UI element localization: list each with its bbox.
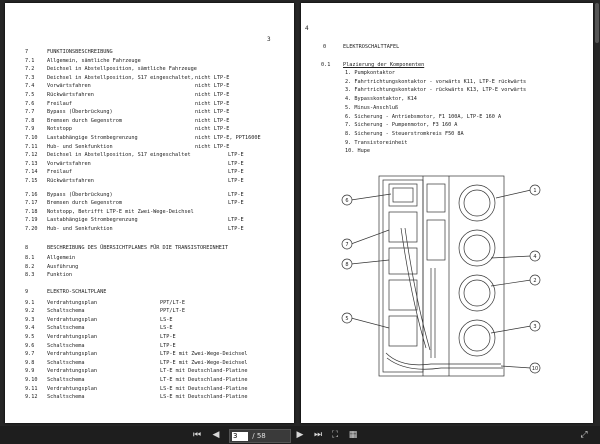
- toc-title: Funktion: [47, 272, 72, 279]
- toc-applicability: LS-E mit Deutschland-Platine: [160, 394, 248, 401]
- toc-title: Hub- und Senkfunktion: [47, 226, 113, 232]
- toc-title: Rückwärtsfahren: [47, 92, 94, 98]
- last-page-button[interactable]: [312, 429, 324, 441]
- toc-title: Ausführung: [47, 263, 79, 270]
- section-number: 0: [323, 44, 327, 50]
- toc-title: Bypass (Überbrückung): [47, 109, 113, 116]
- toc-title: Bremsen durch Gegenstrom: [47, 117, 122, 124]
- toc-applicability: nicht LTP-E: [195, 143, 230, 150]
- callout-label: 8: [345, 262, 349, 268]
- callout-label: 10: [531, 366, 539, 372]
- thumbnails-button[interactable]: [347, 429, 359, 441]
- toc-number: 9.9: [25, 368, 35, 375]
- page-number: 3: [267, 36, 271, 43]
- toc-applicability: nicht LTP-E: [195, 117, 230, 124]
- toc-number: 9.11: [25, 385, 38, 392]
- toc-applicability: LS-E: [160, 325, 173, 332]
- page-number: 4: [305, 25, 309, 32]
- toc-title: Schaltschema: [47, 308, 85, 315]
- toc-applicability: LT-E mit Deutschland-Platine: [160, 368, 248, 375]
- toc-number: 9.5: [25, 334, 35, 340]
- toc-applicability: LTP-E mit Zwei-Wege-Deichsel: [160, 359, 248, 366]
- toc-title: BESCHREIBUNG DES ÜBERSICHTPLANES FÜR DIE TRANSISTOREINHEIT: [47, 244, 229, 251]
- toc-number: 7.8: [25, 117, 35, 124]
- panel-diagram: [331, 168, 551, 393]
- toc-applicability: LS-E: [160, 316, 173, 323]
- toc-number: 9.4: [25, 325, 35, 332]
- toc-title: Verdrahtungsplan: [47, 316, 97, 323]
- page-4: [301, 3, 593, 423]
- page-indicator: [229, 429, 291, 443]
- fullscreen-icon: ⛶: [331, 430, 339, 440]
- next-page-icon: ▶: [296, 430, 304, 440]
- toc-title: Schaltschema: [47, 377, 85, 383]
- toc-title: Deichsel in Abstellposition, S17 eingeschaltet,: [47, 74, 194, 81]
- callout-label: 4: [533, 254, 537, 260]
- toc-applicability: PPT/LT-E: [160, 299, 185, 306]
- toc-title: Schaltschema: [47, 325, 85, 332]
- toc-title: Schaltschema: [47, 359, 85, 366]
- toc-number: 7.9: [25, 126, 35, 133]
- toc-applicability: LTP-E: [160, 342, 176, 349]
- component-item: 2. Fahrtrichtungskontaktor - vorwärts K11, LTP-E rückwärts: [345, 78, 527, 85]
- toc-number: 7.13: [25, 160, 38, 167]
- toc-title: Notstopp: [47, 126, 72, 133]
- toc-title: Allgemein, sämtliche Fahrzeuge: [47, 57, 141, 64]
- expand-button[interactable]: [578, 429, 590, 441]
- toc-title: Verdrahtungsplan: [47, 334, 97, 340]
- toc-number: 9.12: [25, 394, 38, 401]
- toc-number: 7.2: [25, 66, 35, 73]
- toc-applicability: nicht LTP-E: [195, 83, 230, 90]
- toc-number: 7.14: [25, 169, 38, 176]
- toc-number: 9.10: [25, 377, 38, 383]
- toc-applicability: LT-E mit Deutschland-Platine: [160, 377, 248, 383]
- toc-number: 7.5: [25, 92, 35, 98]
- toc-number: 7.11: [25, 143, 38, 150]
- toc-applicability: nicht LTP-E: [195, 92, 230, 98]
- toc-applicability: LTP-E: [228, 217, 244, 224]
- section-heading: ELEKTROSCHALTTAFEL: [343, 44, 400, 50]
- toc-number: 7.3: [25, 74, 35, 81]
- toc-title: Allgemein: [47, 255, 76, 262]
- total-pages: / 58: [252, 432, 266, 440]
- toc-applicability: nicht LTP-E: [195, 100, 230, 107]
- component-item: 5. Minus-Anschluß: [345, 104, 399, 111]
- toc-applicability: LTP-E: [228, 160, 244, 167]
- next-page-button[interactable]: [294, 429, 306, 441]
- subsection-heading: Plazierung der Komponenten: [343, 62, 425, 68]
- toc-title: Lastabhängige Strombegrenzung: [47, 135, 138, 141]
- toc-title: Deichsel in Abstellposition, sämtliche Fahrzeuge: [47, 66, 197, 73]
- toc-title: Freilauf: [47, 169, 72, 176]
- viewer-toolbar: [0, 426, 600, 444]
- toc-applicability: PPT/LT-E: [160, 308, 185, 315]
- component-item: 7. Sicherung - Pumpenmotor, F3 160 A: [345, 122, 458, 129]
- toc-applicability: nicht LTP-E: [195, 126, 230, 133]
- toc-number: 8: [25, 244, 29, 251]
- toc-number: 9.2: [25, 308, 35, 315]
- toc-applicability: nicht LTP-E: [195, 109, 230, 116]
- toc-title: Vorwärtsfahren: [47, 160, 91, 167]
- callout-label: 1: [533, 188, 537, 194]
- component-item: 10. Hupe: [345, 148, 370, 155]
- toc-applicability: LTP-E: [228, 169, 244, 176]
- toc-applicability: LTP-E: [228, 178, 244, 184]
- toc-applicability: LTP-E: [160, 334, 176, 340]
- toc-number: 9.7: [25, 351, 35, 358]
- toc-title: Vorwärtsfahren: [47, 83, 91, 90]
- toc-number: 7: [25, 49, 29, 55]
- toc-number: 8.1: [25, 255, 35, 262]
- toc-title: Verdrahtungsplan: [47, 299, 97, 306]
- toc-title: Schaltschema: [47, 342, 85, 349]
- prev-page-button[interactable]: [210, 429, 222, 441]
- toc-title: Freilauf: [47, 100, 72, 107]
- callout-label: 2: [533, 278, 537, 284]
- page-number-input[interactable]: [232, 432, 248, 441]
- first-page-button[interactable]: [191, 429, 203, 441]
- component-item: 9. Transistoreinheit: [345, 139, 408, 146]
- toc-number: 7.19: [25, 217, 38, 224]
- toc-number: 7.17: [25, 200, 38, 207]
- toc-number: 7.10: [25, 135, 38, 141]
- subsection-number: 0.1: [321, 62, 331, 68]
- toc-number: 7.20: [25, 226, 38, 232]
- toc-number: 8.2: [25, 263, 35, 270]
- toc-number: 7.4: [25, 83, 35, 90]
- toc-applicability: LTP-E: [228, 191, 244, 198]
- toc-number: 7.16: [25, 191, 38, 198]
- toc-number: 7.12: [25, 152, 38, 159]
- expand-icon: ⤢: [580, 430, 588, 440]
- callout-label: 6: [345, 198, 349, 204]
- last-page-icon: ⏭: [313, 430, 323, 440]
- toc-applicability: LTP-E mit Zwei-Wege-Deichsel: [160, 351, 248, 358]
- toc-number: 7.7: [25, 109, 35, 116]
- first-page-icon: ⏮: [192, 430, 202, 440]
- toc-title: Bypass (Überbrückung): [47, 191, 113, 198]
- page-thumbnails-icon: ▦: [348, 430, 358, 440]
- toc-title: FUNKTIONSBESCHREIBUNG: [47, 49, 113, 55]
- toc-number: 8.3: [25, 272, 35, 279]
- toc-applicability: LTP-E: [228, 226, 244, 232]
- toc-applicability: LTP-E: [228, 200, 244, 207]
- toc-title: ELEKTRO-SCHALTPLANE: [47, 289, 107, 295]
- toc-applicability: LTP-E: [228, 152, 244, 159]
- page-3: [5, 3, 294, 423]
- toc-title: Bremsen durch Gegenstrom: [47, 200, 122, 207]
- toc-number: 9.3: [25, 316, 35, 323]
- callout-label: 3: [533, 324, 537, 330]
- toc-number: 7.15: [25, 178, 38, 184]
- fullscreen-button[interactable]: [329, 429, 341, 441]
- component-item: 8. Sicherung - Steuerstromkreis F50 8A: [345, 130, 464, 137]
- toc-title: Schaltschema: [47, 394, 85, 401]
- callout-label: 7: [345, 242, 349, 248]
- vertical-scrollbar[interactable]: [595, 3, 599, 43]
- toc-number: 7.6: [25, 100, 35, 107]
- toc-number: 9.6: [25, 342, 35, 349]
- callout-label: 5: [345, 316, 349, 322]
- toc-number: 7.1: [25, 57, 35, 64]
- toc-number: 9.1: [25, 299, 35, 306]
- toc-title: Verdrahtungsplan: [47, 351, 97, 358]
- component-item: 4. Bypasskontaktor, K14: [345, 96, 417, 103]
- toc-title: Verdrahtungsplan: [47, 385, 97, 392]
- component-item: 3. Fahrtrichtungskontaktor - rückwärts K13, LTP-E vorwärts: [345, 87, 527, 94]
- toc-title: Notstopp, Betrifft LTP-E mit Zwei-Wege-Deichsel: [47, 208, 194, 215]
- toc-applicability: LS-E mit Deutschland-Platine: [160, 385, 248, 392]
- toc-applicability: nicht LTP-E, PPT1600E: [195, 135, 261, 141]
- toc-number: 7.18: [25, 208, 38, 215]
- toc-title: Lastabhängige Strombegrenzung: [47, 217, 138, 224]
- prev-page-icon: ◀: [212, 430, 220, 440]
- toc-number: 9: [25, 289, 29, 295]
- toc-title: Hub- und Senkfunktion: [47, 143, 113, 150]
- toc-title: Rückwärtsfahren: [47, 178, 94, 184]
- component-item: 1. Pumpkontaktor: [345, 70, 395, 76]
- toc-title: Verdrahtungsplan: [47, 368, 97, 375]
- component-item: 6. Sicherung - Antriebsmotor, F1 100A, LTP-E 160 A: [345, 113, 502, 120]
- toc-title: Deichsel in Abstellposition, S17 eingeschaltet: [47, 152, 191, 159]
- toc-applicability: nicht LTP-E: [195, 74, 230, 81]
- toc-number: 9.8: [25, 359, 35, 366]
